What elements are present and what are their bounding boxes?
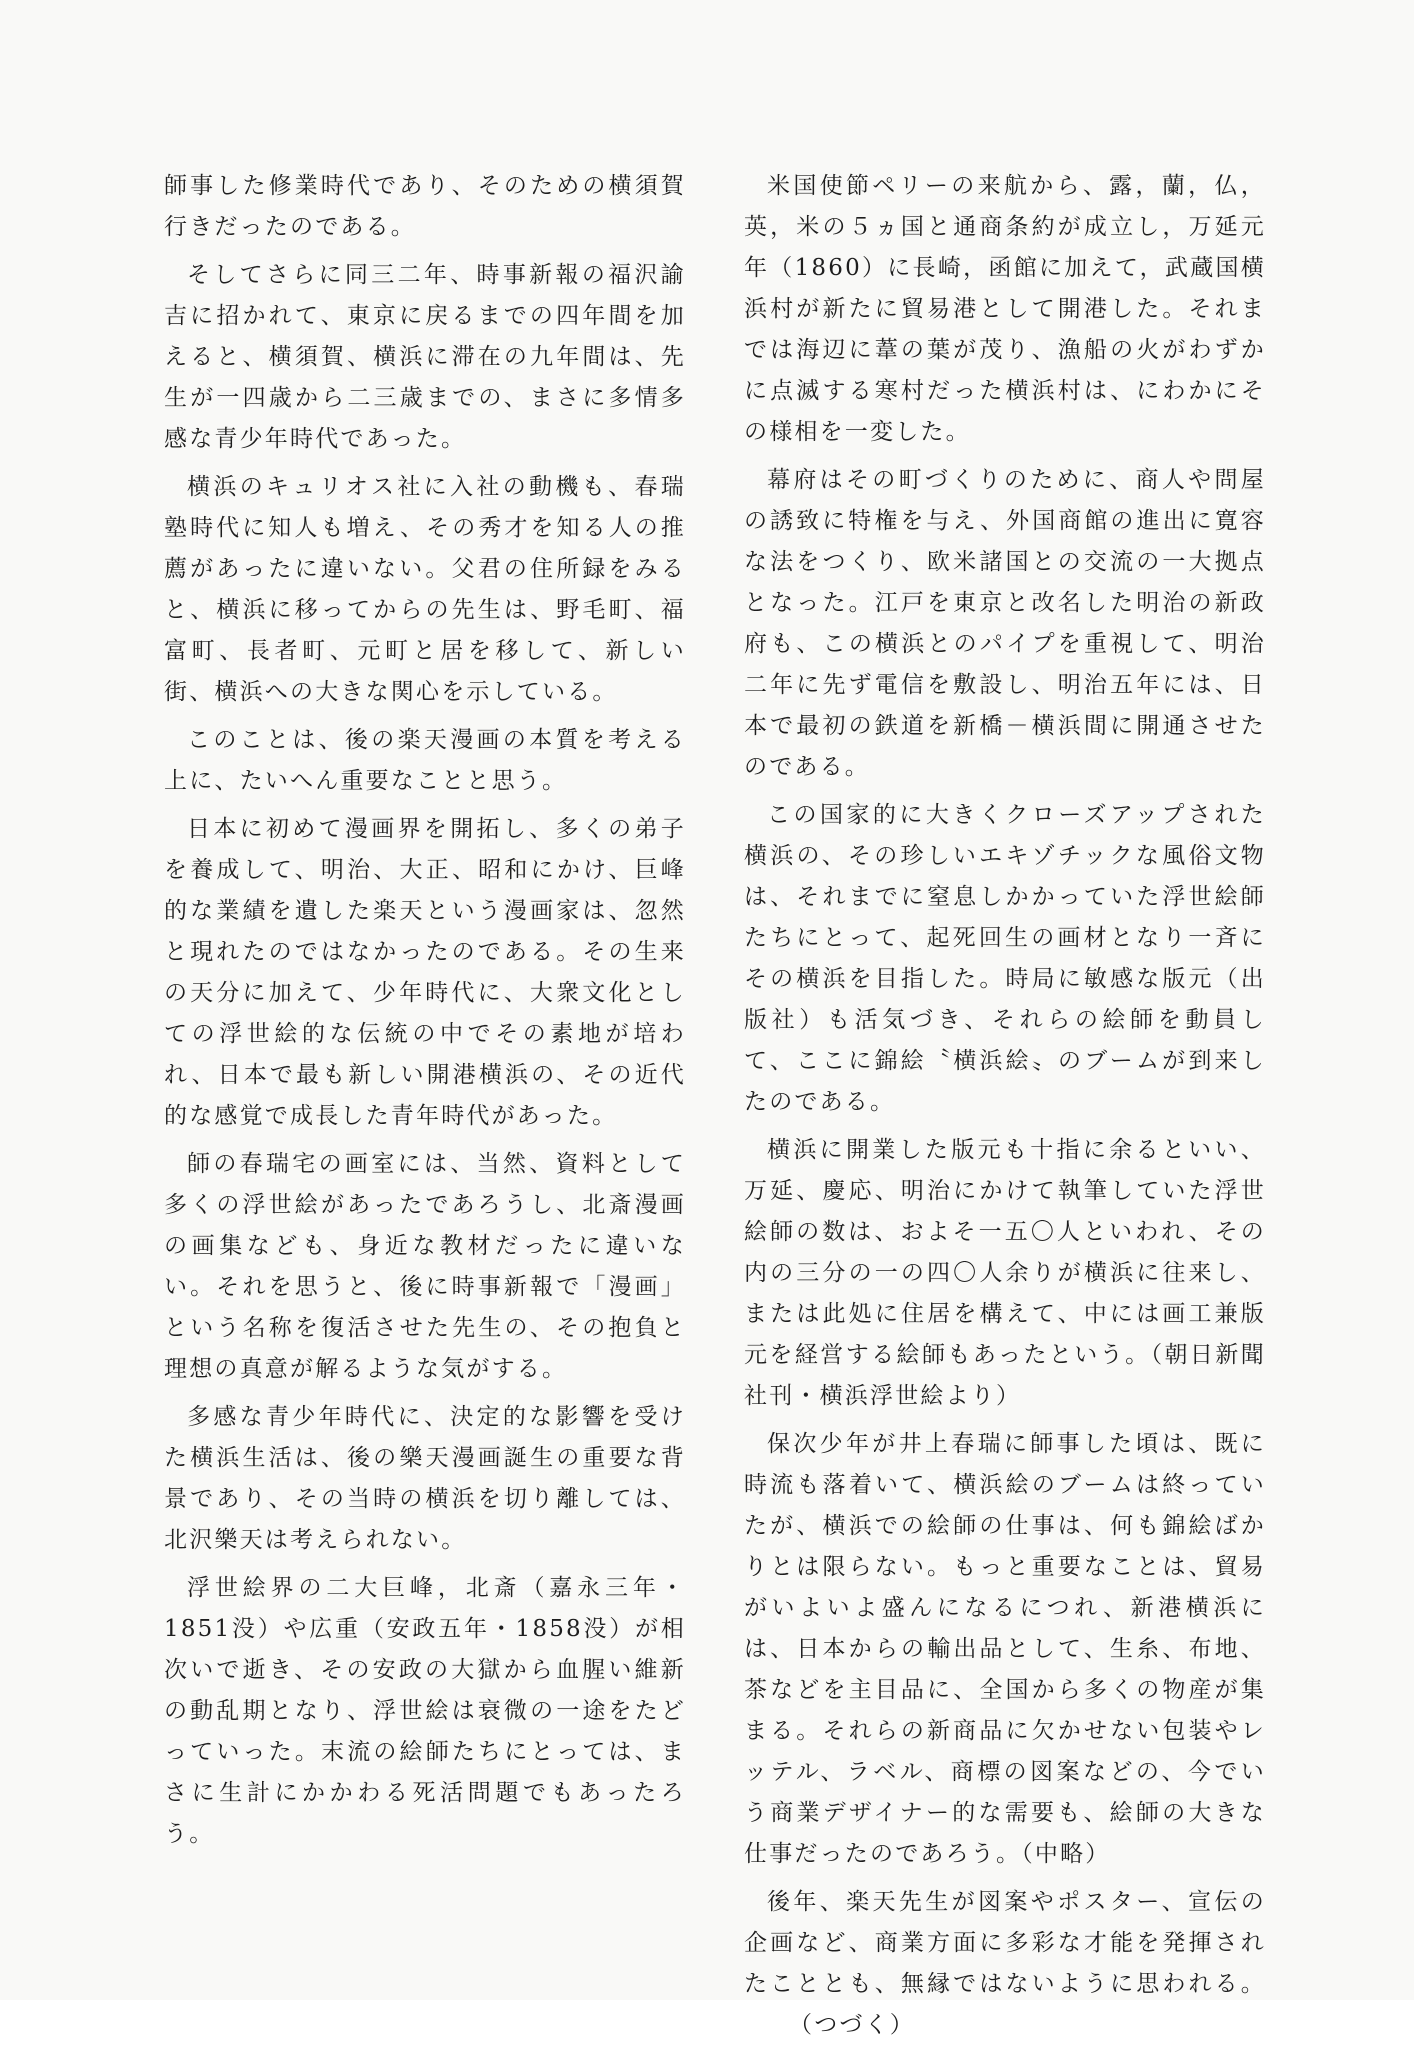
to-be-continued-note: （つづく） [789, 2012, 915, 2038]
paragraph: この国家的に大きくクローズアップされた横浜の、その珍しいエキゾチックな風俗文物は、それまでに窒息しかかっていた浮世絵師たちにとって、起死回生の画材となり一斉にその横浜を目指した。時局に敏感な版元（出版社）も活気づき、それらの絵師を動員して、ここに錦絵〝横浜絵〟のブームが到来したのである。 [744, 802, 1266, 1115]
paragraph: 横浜に開業した版元も十指に余るといい、万延、慶応、明治にかけて執筆していた浮世絵師の数は、およそ一五〇人といわれ、その内の三分の一の四〇人余りが横浜に往来し、または此処に住居を構えて、中には画工兼版元を経営する絵師もあったという。（朝日新聞社刊・横浜浮世絵より） [744, 1137, 1266, 1409]
paragraph: 師の春瑞宅の画室には、当然、資料として多くの浮世絵があったであろうし、北斎漫画の画集なども、身近な教材だったに違いない。それを思うと、後に時事新報で「漫画」という名称を復活させた先生の、その抱負と理想の真意が解るような気がする。 [164, 1151, 686, 1382]
paragraph: このことは、後の楽天漫画の本質を考える上に、たいへん重要なことと思う。 [164, 727, 686, 794]
right-text-column [744, 166, 1266, 2053]
paragraph-text: 後年、楽天先生が図案やポスター、宣伝の企画など、商業方面に多彩な才能を発揮されたこととも、無縁ではないように思われる。 [744, 1889, 1266, 1997]
left-text-column [164, 166, 686, 1862]
paragraph: そしてさらに同三二年、時事新報の福沢諭吉に招かれて、東京に戻るまでの四年間を加えると、横須賀、横浜に滞在の九年間は、先生が一四歳から二三歳までの、まさに多情多感な青少年時代であった。 [164, 262, 686, 452]
paragraph: 米国使節ペリーの来航から、露，蘭，仏，英，米の５ヵ国と通商条約が成立し，万延元年（1860）に長崎，函館に加えて，武蔵国横浜村が新たに貿易港として開港した。それまでは海辺に葦の葉が茂り、漁船の火がわずかに点滅する寒村だった横浜村は、にわかにその様相を一変した。 [744, 173, 1266, 445]
paragraph: 多感な青少年時代に、決定的な影響を受けた横浜生活は、後の樂天漫画誕生の重要な背景であり、その当時の横浜を切り離しては、北沢樂天は考えられない。 [164, 1404, 686, 1553]
paragraph-final [744, 1882, 1266, 2046]
paragraph: 幕府はその町づくりのために、商人や問屋の誘致に特権を与え、外国商館の進出に寛容な法をつくり、欧米諸国との交流の一大拠点となった。江戸を東京と改名した明治の新政府も、この横浜とのパイプを重視して、明治二年に先ず電信を敷設し、明治五年には、日本で最初の鉄道を新橋－横浜間に開通させたのである。 [744, 467, 1266, 780]
paragraph: 師事した修業時代であり、そのための横須賀行きだったのである。 [164, 173, 686, 240]
paragraph: 保次少年が井上春瑞に師事した頃は、既に時流も落着いて、横浜絵のブームは終っていたが、横浜での絵師の仕事は、何も錦絵ばかりとは限らない。もっと重要なことは、貿易がいよいよ盛んになるにつれ、新港横浜には、日本からの輸出品として、生糸、布地、茶などを主目品に、全国から多くの物産が集まる。それらの新商品に欠かせない包装やレッテル、ラベル、商標の図案などの、今でいう商業デザイナー的な需要も、絵師の大きな仕事だったのであろう。（中略） [744, 1431, 1266, 1867]
paragraph: 浮世絵界の二大巨峰，北斎（嘉永三年・1851没）や広重（安政五年・1858没）が相次いで逝き、その安政の大獄から血腥い維新の動乱期となり、浮世絵は衰微の一途をたどっていった。末流の絵師たちにとっては、まさに生計にかかわる死活問題でもあったろう。 [164, 1575, 686, 1847]
paragraph: 日本に初めて漫画界を開拓し、多くの弟子を養成して、明治、大正、昭和にかけ、巨峰的な業績を遺した楽天という漫画家は、忽然と現れたのではなかったのである。その生来の天分に加えて、少年時代に、大衆文化としての浮世絵的な伝統の中でその素地が培われ、日本で最も新しい開港横浜の、その近代的な感覚で成長した青年時代があった。 [164, 816, 686, 1129]
paragraph: 横浜のキュリオス社に入社の動機も、春瑞塾時代に知人も増え、その秀才を知る人の推薦があったに違いない。父君の住所録をみると、横浜に移ってからの先生は、野毛町、福富町、長者町、元町と居を移して、新しい街、横浜への大きな関心を示している。 [164, 474, 686, 705]
